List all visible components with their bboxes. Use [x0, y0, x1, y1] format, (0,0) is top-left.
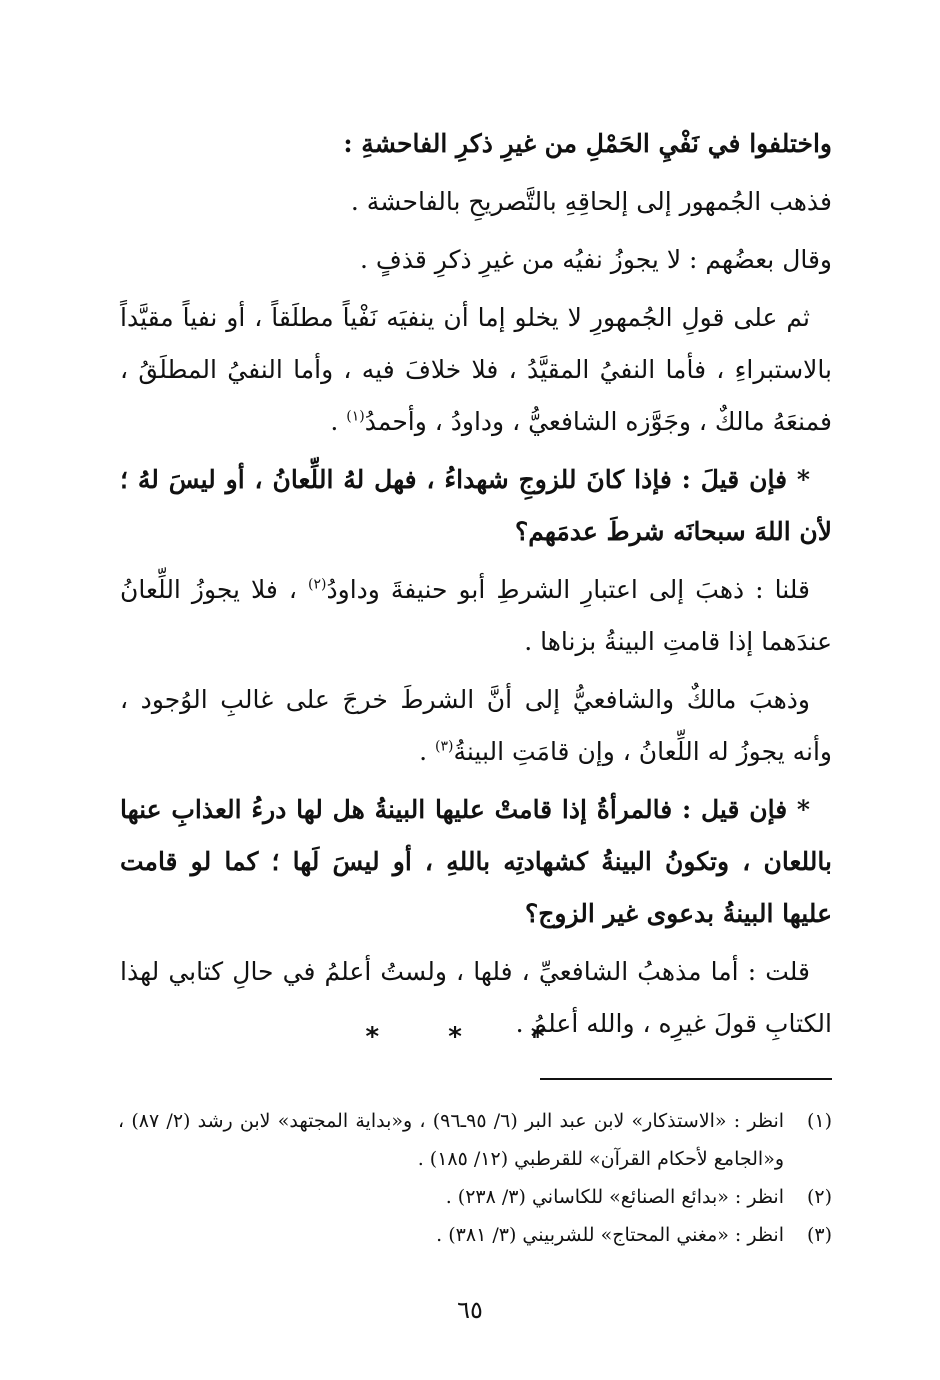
paragraph-6-text-a: قلنا : ذهبَ إلى اعتبارِ الشرطِ أبو حنيفةَ وداودُ [326, 575, 811, 604]
paragraph-9: قلت : أما مذهبُ الشافعيِّ ، فلها ، ولستُ أعلمُ في حالِ كتابي لهذا الكتابِ قولَ غيرِه ، والله أعلمُ . [120, 957, 832, 1038]
footnote-2-number: (٢) [806, 1186, 832, 1208]
paragraph-2: فذهب الجُمهور إلى إلحاقِهِ بالتَّصريحِ بالفاحشة . [350, 187, 832, 216]
paragraph-1: واختلفوا في نَفْيِ الحَمْلِ من غيرِ ذكرِ الفاحشةِ : [343, 129, 832, 158]
footnote-1-number: (١) [806, 1110, 832, 1132]
footnote-ref-3[interactable]: (٣) [434, 738, 454, 755]
paragraph-3: وقال بعضُهم : لا يجوزُ نفيُه من غيرِ ذكرِ قذفٍ . [359, 245, 832, 274]
section-separator: * * * [365, 1022, 575, 1052]
paragraph-7-end: . [419, 737, 435, 766]
paragraph-7 [120, 674, 832, 778]
footnote-ref-1[interactable]: (١) [346, 408, 365, 425]
paragraph-4-end: . [330, 407, 347, 436]
footnote-3-text: انظر : «مغني المحتاج» للشربيني (٣/ ٣٨١) . [436, 1224, 784, 1246]
footnote-1 [118, 1102, 832, 1178]
footnote-3-number: (٣) [806, 1224, 832, 1246]
footnote-2-text: انظر : «بدائع الصنائع» للكاساني (٣/ ٢٣٨) . [445, 1186, 784, 1208]
page-number: ٦٥ [457, 1296, 483, 1324]
footnote-divider [540, 1078, 832, 1080]
paragraph-6-text-b: ، فلا يجوزُ اللِّعانُ عندَهما إذا قامتِ البينةُ بزناها . [120, 575, 832, 656]
footnote-ref-2[interactable]: (٢) [308, 576, 327, 593]
paragraph-6 [120, 564, 832, 668]
paragraph-7-text: وذهبَ مالكٌ والشافعيُّ إلى أنَّ الشرطَ خرجَ على غالبِ الوُجود ، وأنه يجوزُ له اللِّعانُ ، وإن قامَتِ البينةُ [120, 685, 832, 766]
footnote-3 [118, 1216, 832, 1254]
footnote-2 [118, 1178, 832, 1216]
paragraph-4-text: ثم على قولِ الجُمهورِ لا يخلو إما أن ينفيَه نَفْياً مطلَقاً ، أو نفياً مقيَّداً بالاستبراءِ ، فأما النفيُ المقيَّدُ ، فلا خلافَ فيه ، وأما النفيُ المطلَقُ ، فمنعَهُ مالكٌ ، وجَوَّزه الشافعيُّ ، وداودُ ، وأحمدُ [120, 303, 832, 436]
footnotes [118, 1102, 832, 1254]
paragraph-8: * فإن قيل : فالمرأةُ إذا قامتْ عليها البينةُ هل لها درءُ العذابِ عنها باللعان ، وتكونُ البينةُ كشهادتِه باللهِ ، أو ليسَ لَها ؛ كما لو قامت عليها البينةُ بدعوى غير الزوج؟ [120, 795, 832, 928]
page-body [120, 118, 832, 1056]
paragraph-5: * فإن قيلَ : فإذا كانَ للزوجِ شهداءُ ، فهل لهُ اللِّعانُ ، أو ليسَ لهُ ؛ لأن اللهَ سبحانَه شرطَ عدمَهم؟ [120, 465, 832, 546]
footnote-1-text: انظر : «الاستذكار» لابن عبد البر (٦/ ٩٥ـ٩٦) ، و«بداية المجتهد» لابن رشد (٢/ ٨٧) ، و«الجامع لأحكام القرآن» للقرطبي (١٢/ ١٨٥) . [118, 1110, 785, 1170]
paragraph-4 [120, 292, 832, 448]
